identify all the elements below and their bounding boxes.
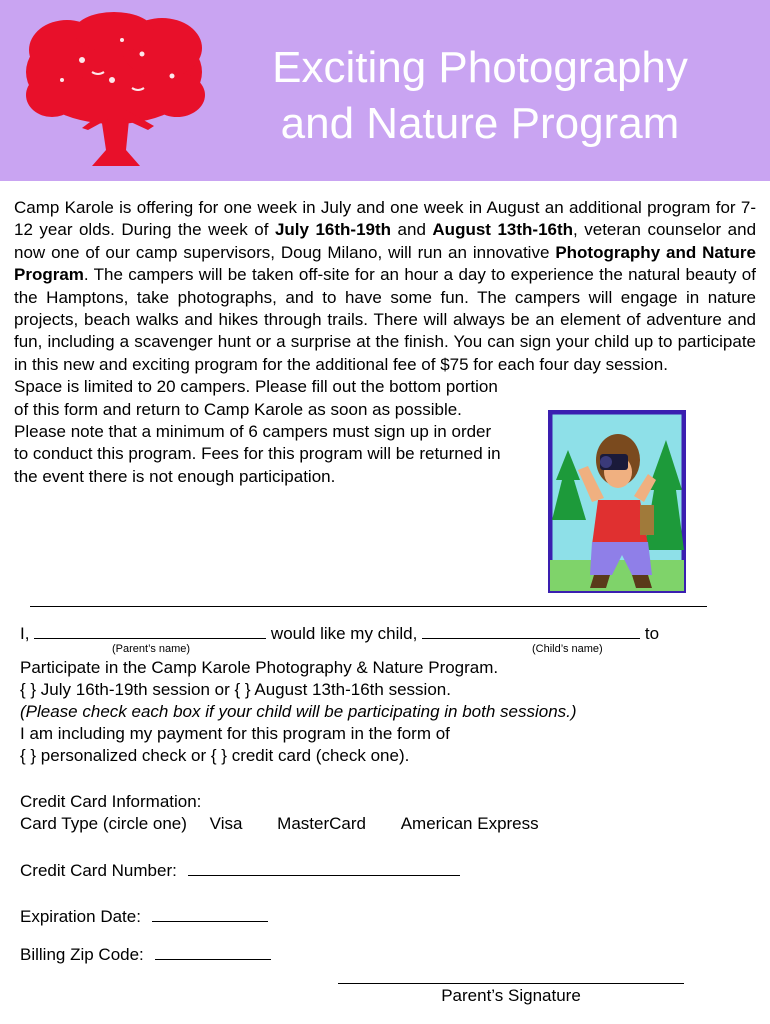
card-type-line: Card Type (circle one) Visa MasterCard American Express xyxy=(20,814,539,833)
child-name-field[interactable] xyxy=(422,622,640,639)
session-checkboxes[interactable]: { } July 16th-19th session or { } August 13th-16th session. xyxy=(20,680,451,699)
card-visa-option[interactable]: Visa xyxy=(209,814,243,833)
photographer-clipart xyxy=(548,410,686,593)
red-tree-icon xyxy=(22,10,207,170)
expiration-line: Expiration Date: xyxy=(20,905,750,928)
cc-number-line: Credit Card Number: xyxy=(20,859,750,882)
section-divider xyxy=(30,606,707,607)
expiration-field[interactable] xyxy=(152,905,268,922)
participate-text: Participate in the Camp Karole Photography & Nature Program. xyxy=(20,658,499,677)
page-title: Exciting Photography and Nature Program xyxy=(272,43,688,148)
signature-field[interactable] xyxy=(338,983,684,984)
signature-label: Parent’s Signature xyxy=(441,986,581,1005)
card-mastercard-option[interactable]: MasterCard xyxy=(277,814,366,833)
parent-name-field[interactable] xyxy=(34,622,266,639)
payment-checkboxes[interactable]: { } personalized check or { } credit card (check one). xyxy=(20,746,410,765)
header-banner xyxy=(0,0,770,181)
zip-field[interactable] xyxy=(155,943,271,960)
intro-text: Camp Karole is offering for one week in July and one week in August an additional program for 7-12 year olds. During the week of July 16th-19th and August 13th-16th, veteran counselor and now one of our camp supervisors, Doug Milano, will run an innovative Photography and Nature Program. The campers will be taken off-site for an hour a day to experience the natural beauty of the Hamptons, take photographs, and to have some fun. The campers will engage in nature projects, beach walks and hikes through trails. There will always be an element of adventure and fun, including a scavenger hunt or a surprise at the finish. You can sign your child up to participate in this new and exciting program for the additional fee of $75 for each four day session. xyxy=(14,198,757,374)
intro-text-continued: Space is limited to 20 campers. Please fill out the bottom portion of this form and return to Camp Karole as soon as possible. Please note that a minimum of 6 campers must sign up in order to conduct this program. Fees for this program will be returned in the event there is not enough participation. xyxy=(14,377,501,486)
payment-text: I am including my payment for this program in the form of xyxy=(20,724,450,743)
credit-card-heading: Credit Card Information: xyxy=(20,792,202,811)
name-line: I, would like my child, to (Parent’s name) (Child’s name) xyxy=(20,624,660,655)
child-name-caption: (Child’s name) xyxy=(532,643,603,655)
signup-form xyxy=(20,622,750,966)
both-sessions-note: (Please check each box if your child will be participating in both sessions.) xyxy=(20,702,577,721)
cc-number-field[interactable] xyxy=(188,859,460,876)
parent-name-caption: (Parent’s name) xyxy=(112,643,191,655)
card-amex-option[interactable]: American Express xyxy=(400,814,539,833)
zip-line: Billing Zip Code: xyxy=(20,943,750,966)
